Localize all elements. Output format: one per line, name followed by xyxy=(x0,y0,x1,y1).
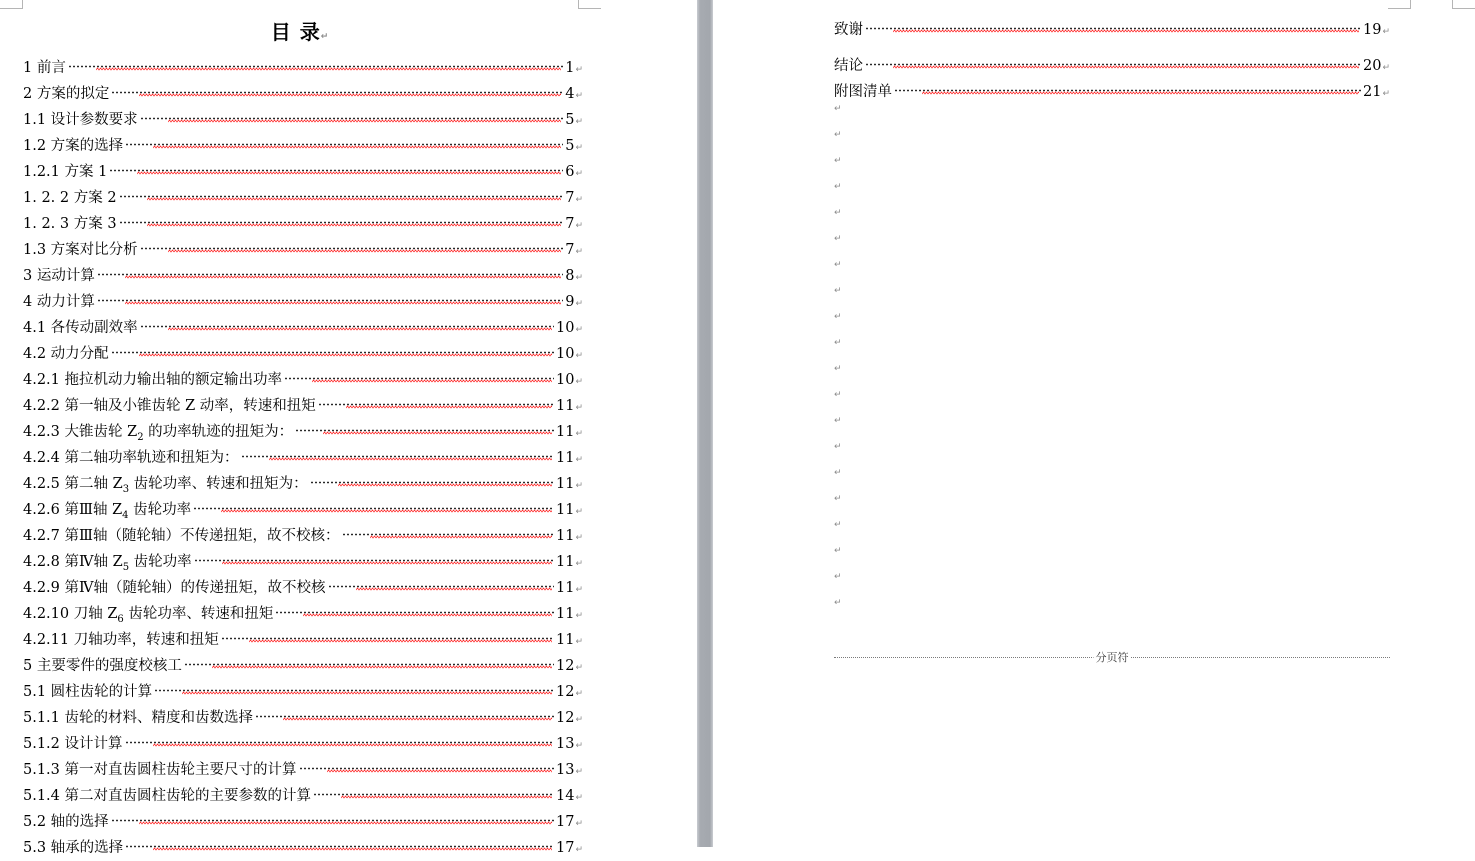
toc-page-number: 17 xyxy=(556,840,575,856)
toc-dot-leader xyxy=(97,258,563,280)
toc-entry-label-text: 1.2 方案的选择 xyxy=(23,138,124,154)
toc-page-number: 10 xyxy=(556,372,575,388)
right-page xyxy=(713,0,1475,847)
toc-entry[interactable] xyxy=(23,570,583,596)
toc-page-number: 7 xyxy=(565,190,575,206)
toc-dot-leader xyxy=(328,570,555,592)
toc-page-number: 14 xyxy=(556,788,575,804)
paragraph-mark: ↵ xyxy=(575,325,583,335)
toc-entry[interactable] xyxy=(23,362,583,388)
paragraph-mark: ↵ xyxy=(575,741,583,751)
paragraph-mark: ↵ xyxy=(320,32,330,42)
toc-dot-leader xyxy=(865,12,1361,34)
toc-page-number: 13 xyxy=(556,736,575,752)
page-gutter xyxy=(697,0,713,847)
toc-entry-subscript: 3 xyxy=(122,483,130,495)
toc-entry[interactable] xyxy=(23,752,583,778)
toc-entry[interactable] xyxy=(23,778,583,804)
toc-entry-subscript: 6 xyxy=(117,613,124,625)
paragraph-mark: ↵ xyxy=(575,299,583,309)
paragraph-mark: ↵ xyxy=(834,156,842,166)
toc-entry-label-text: 4.2.2 第一轴及小锥齿轮 Z 动率，转速和扭矩 xyxy=(23,398,316,414)
toc-entry-label xyxy=(23,837,123,859)
paragraph-mark: ↵ xyxy=(1382,89,1390,99)
toc-dot-leader xyxy=(318,388,554,410)
toc-page-number: 5 xyxy=(565,112,575,128)
toc-page-number: 11 xyxy=(556,632,575,648)
toc-entry[interactable] xyxy=(23,50,583,76)
toc-entry[interactable] xyxy=(834,74,1390,100)
paragraph-mark: ↵ xyxy=(834,598,842,608)
toc-entry-label-text: 4.2.11 刀轴功率，转速和扭矩 xyxy=(23,632,219,648)
paragraph-mark: ↵ xyxy=(834,130,842,140)
paragraph-mark: ↵ xyxy=(575,169,583,179)
toc-page-number: 11 xyxy=(556,424,575,440)
paragraph-mark: ↵ xyxy=(575,663,583,673)
toc-dot-leader xyxy=(194,544,554,566)
toc-page-number: 11 xyxy=(556,502,575,518)
toc-entry[interactable] xyxy=(23,700,583,726)
paragraph-mark: ↵ xyxy=(834,390,842,400)
paragraph-mark: ↵ xyxy=(834,442,842,452)
page-corner-marker xyxy=(578,0,601,9)
toc-dot-leader xyxy=(140,310,554,332)
paragraph-mark: ↵ xyxy=(575,143,583,153)
toc-dot-leader xyxy=(299,752,554,774)
paragraph-mark: ↵ xyxy=(834,260,842,270)
toc-entry-label-text: 4 动力计算 xyxy=(23,294,95,310)
toc-page-number: 11 xyxy=(556,476,575,492)
toc-dot-leader xyxy=(125,830,554,852)
toc-entry-label-rest: 齿轮功率、转速和扭矩 xyxy=(123,606,274,622)
toc-dot-leader xyxy=(140,232,564,254)
toc-entry-label-text: 4.2 动力分配 xyxy=(23,346,109,362)
toc-entry[interactable] xyxy=(23,648,583,674)
paragraph-mark: ↵ xyxy=(575,507,583,517)
paragraph-mark: ↵ xyxy=(575,377,583,387)
toc-page-number: 5 xyxy=(565,138,575,154)
toc-page-number: 11 xyxy=(556,554,575,570)
toc-entry-label-text: 4.2.1 拖拉机动力输出轴的额定输出功率 xyxy=(23,372,283,388)
toc-entry[interactable] xyxy=(23,596,583,625)
toc-page-number: 12 xyxy=(556,684,575,700)
toc-entry[interactable] xyxy=(23,544,583,573)
paragraph-mark: ↵ xyxy=(575,455,583,465)
toc-dot-leader xyxy=(275,596,554,618)
toc-entry-label-text: 4.2.10 刀轴 Z xyxy=(23,606,118,622)
toc-entry-label-text: 致谢 xyxy=(834,22,863,38)
toc-entry-label-text: 5.1.4 第二对直齿圆柱齿轮的主要参数的计算 xyxy=(23,788,312,804)
toc-entry-subscript: 2 xyxy=(137,431,144,443)
toc-entry[interactable] xyxy=(23,388,583,414)
toc-entry-label-text: 5.1 圆柱齿轮的计算 xyxy=(23,684,153,700)
paragraph-mark: ↵ xyxy=(834,546,842,556)
paragraph-mark: ↵ xyxy=(834,572,842,582)
toc-page-number: 12 xyxy=(556,710,575,726)
toc-dot-leader xyxy=(125,726,554,748)
toc-entry-label-text: 4.2.8 第Ⅳ轴 Z xyxy=(23,554,123,570)
toc-page-number: 11 xyxy=(556,606,575,622)
paragraph-mark: ↵ xyxy=(834,364,842,374)
paragraph-mark: ↵ xyxy=(1382,63,1390,73)
paragraph-mark: ↵ xyxy=(575,715,583,725)
toc-page-number: 4 xyxy=(565,86,575,102)
paragraph-mark: ↵ xyxy=(575,845,583,855)
toc-entry-subscript: 4 xyxy=(122,509,129,521)
paragraph-mark: ↵ xyxy=(834,416,842,426)
toc-page-number: 10 xyxy=(556,346,575,362)
toc-dot-leader xyxy=(154,674,554,696)
paragraph-mark: ↵ xyxy=(575,273,583,283)
toc-entry-label-text: 5.1.3 第一对直齿圆柱齿轮主要尺寸的计算 xyxy=(23,762,297,778)
toc-dot-leader xyxy=(125,128,563,150)
paragraph-mark: ↵ xyxy=(575,403,583,413)
toc-entry[interactable] xyxy=(23,102,583,128)
toc-page-number: 10 xyxy=(556,320,575,336)
toc-entry[interactable] xyxy=(23,440,583,466)
toc-dot-leader xyxy=(284,362,554,384)
paragraph-mark: ↵ xyxy=(575,429,583,439)
toc-entry-label-text: 4.2.4 第二轴功率轨迹和扭矩为： xyxy=(23,450,239,466)
toc-page-number: 12 xyxy=(556,658,575,674)
toc-page-number: 13 xyxy=(556,762,575,778)
paragraph-mark: ↵ xyxy=(834,234,842,244)
paragraph-mark: ↵ xyxy=(575,689,583,699)
toc-dot-leader xyxy=(111,76,563,98)
toc-entry[interactable] xyxy=(834,48,1390,74)
toc-entry-label-text: 1.3 方案对比分析 xyxy=(23,242,138,258)
paragraph-mark: ↵ xyxy=(834,286,842,296)
paragraph-mark: ↵ xyxy=(575,117,583,127)
toc-entry-label-text: 附图清单 xyxy=(834,84,892,100)
toc-page-number: 11 xyxy=(556,398,575,414)
toc-entry[interactable] xyxy=(23,258,583,284)
toc-entry-label-text: 5.2 轴的选择 xyxy=(23,814,109,830)
toc-entry-label-text: 4.2.7 第Ⅲ轴（随轮轴）不传递扭矩，故不校核： xyxy=(23,528,340,544)
toc-dot-leader xyxy=(894,74,1361,96)
toc-title-text: 目 录 xyxy=(270,20,321,44)
toc-page-number: 9 xyxy=(565,294,575,310)
toc-title xyxy=(0,16,600,45)
paragraph-mark: ↵ xyxy=(834,520,842,530)
toc-page-number: 17 xyxy=(556,814,575,830)
toc-entry-label-rest: 的功率轨迹的扭矩为： xyxy=(143,424,294,440)
toc-page-number: 6 xyxy=(565,164,575,180)
toc-entry-label-text: 1 前言 xyxy=(23,60,66,76)
toc-page-number: 20 xyxy=(1363,58,1382,74)
toc-dot-leader xyxy=(184,648,554,670)
paragraph-mark: ↵ xyxy=(575,793,583,803)
toc-entry[interactable] xyxy=(23,726,583,752)
toc-entry-label-text: 3 运动计算 xyxy=(23,268,95,284)
paragraph-mark: ↵ xyxy=(575,221,583,231)
paragraph-mark: ↵ xyxy=(834,494,842,504)
toc-entry-label xyxy=(834,81,892,103)
page-corner-marker xyxy=(0,0,23,9)
page-corner-marker xyxy=(1452,0,1475,9)
toc-dot-leader xyxy=(295,414,554,436)
toc-dot-leader xyxy=(97,284,563,306)
paragraph-mark: ↵ xyxy=(575,637,583,647)
toc-dot-leader xyxy=(310,466,554,488)
toc-entry[interactable] xyxy=(23,336,583,362)
paragraph-mark: ↵ xyxy=(834,338,842,348)
page-break-marker xyxy=(834,651,1390,665)
toc-dot-leader xyxy=(111,336,554,358)
paragraph-mark: ↵ xyxy=(575,91,583,101)
paragraph-mark: ↵ xyxy=(575,65,583,75)
toc-entry[interactable] xyxy=(23,804,583,830)
toc-entry-label-text: 1. 2. 3 方案 3 xyxy=(23,216,117,232)
toc-entry[interactable] xyxy=(23,206,583,232)
paragraph-mark: ↵ xyxy=(834,312,842,322)
paragraph-mark: ↵ xyxy=(834,104,842,114)
paragraph-mark: ↵ xyxy=(575,533,583,543)
toc-page-number: 19 xyxy=(1363,22,1382,38)
toc-entry[interactable] xyxy=(23,76,583,102)
toc-dot-leader xyxy=(342,518,555,540)
toc-entry[interactable] xyxy=(23,830,583,856)
toc-entry[interactable] xyxy=(23,518,583,544)
toc-dot-leader xyxy=(221,622,554,644)
paragraph-mark: ↵ xyxy=(575,195,583,205)
toc-entry-label xyxy=(834,19,863,41)
paragraph-mark: ↵ xyxy=(1382,27,1390,37)
toc-page-number: 21 xyxy=(1363,84,1382,100)
toc-page-number: 11 xyxy=(556,528,575,544)
toc-entry[interactable] xyxy=(23,232,583,258)
toc-entry-label-text: 5.3 轴承的选择 xyxy=(23,840,124,856)
toc-entry-label-text: 4.2.9 第Ⅳ轴（随轮轴）的传递扭矩，故不校核 xyxy=(23,580,326,596)
toc-dot-leader xyxy=(140,102,564,124)
toc-entry-label-text: 1.1 设计参数要求 xyxy=(23,112,138,128)
toc-entry[interactable] xyxy=(23,492,583,521)
toc-entry-label-text: 1.2.1 方案 1 xyxy=(23,164,108,180)
paragraph-mark: ↵ xyxy=(834,468,842,478)
toc-dot-leader xyxy=(111,804,554,826)
toc-page-number: 1 xyxy=(565,60,575,76)
toc-entry-label-text: 4.2.6 第Ⅲ轴 Z xyxy=(23,502,123,518)
paragraph-mark: ↵ xyxy=(575,585,583,595)
toc-entry[interactable] xyxy=(23,622,583,648)
toc-dot-leader xyxy=(255,700,554,722)
toc-entry-label-text: 4.1 各传动副效率 xyxy=(23,320,138,336)
toc-page-number: 11 xyxy=(556,580,575,596)
toc-entry-label-text: 2 方案的拟定 xyxy=(23,86,110,102)
toc-entry[interactable] xyxy=(23,310,583,336)
toc-dot-leader xyxy=(119,180,564,202)
paragraph-mark: ↵ xyxy=(575,481,583,491)
page-corner-marker xyxy=(1388,0,1411,9)
toc-entry[interactable] xyxy=(23,466,583,495)
toc-entry[interactable] xyxy=(23,674,583,700)
toc-entry[interactable] xyxy=(23,284,583,310)
toc-entry-label-rest: 齿轮功率、转速和扭矩为： xyxy=(129,476,308,492)
toc-entry[interactable] xyxy=(23,414,583,443)
toc-page-number: 11 xyxy=(556,450,575,466)
paragraph-mark: ↵ xyxy=(575,819,583,829)
toc-entry[interactable] xyxy=(23,180,583,206)
toc-dot-leader xyxy=(241,440,554,462)
toc-dot-leader xyxy=(193,492,554,514)
toc-page-number: 7 xyxy=(565,242,575,258)
toc-entry-label-text: 5.1.1 齿轮的材料、精度和齿数选择 xyxy=(23,710,254,726)
toc-entry-label-rest: 齿轮功率 xyxy=(128,502,192,518)
paragraph-mark: ↵ xyxy=(834,182,842,192)
toc-dot-leader xyxy=(68,50,563,72)
toc-entry-label-text: 1. 2. 2 方案 2 xyxy=(23,190,117,206)
paragraph-mark: ↵ xyxy=(575,611,583,621)
toc-entry-label-text: 5.1.2 设计计算 xyxy=(23,736,123,752)
paragraph-mark: ↵ xyxy=(575,351,583,361)
page-break-label: 分页符 xyxy=(1095,651,1129,665)
paragraph-mark: ↵ xyxy=(575,559,583,569)
toc-dot-leader xyxy=(109,154,563,176)
toc-page-number: 7 xyxy=(565,216,575,232)
toc-dot-leader xyxy=(313,778,554,800)
toc-entry-label-text: 5 主要零件的强度校核工 xyxy=(23,658,182,674)
toc-entry-label-text: 4.2.5 第二轴 Z xyxy=(23,476,123,492)
paragraph-mark: ↵ xyxy=(834,208,842,218)
toc-entry-label-text: 4.2.3 大锥齿轮 Z xyxy=(23,424,138,440)
toc-dot-leader xyxy=(865,48,1361,70)
toc-page-number: 8 xyxy=(565,268,575,284)
toc-dot-leader xyxy=(119,206,564,228)
toc-entry-subscript: 5 xyxy=(122,561,130,573)
toc-entry[interactable] xyxy=(834,12,1390,38)
toc-entry-label-rest: 齿轮功率 xyxy=(129,554,192,570)
paragraph-mark: ↵ xyxy=(575,767,583,777)
toc-entry[interactable] xyxy=(23,154,583,180)
toc-entry-label-text: 结论 xyxy=(834,58,863,74)
toc-entry[interactable] xyxy=(23,128,583,154)
paragraph-mark: ↵ xyxy=(575,247,583,257)
